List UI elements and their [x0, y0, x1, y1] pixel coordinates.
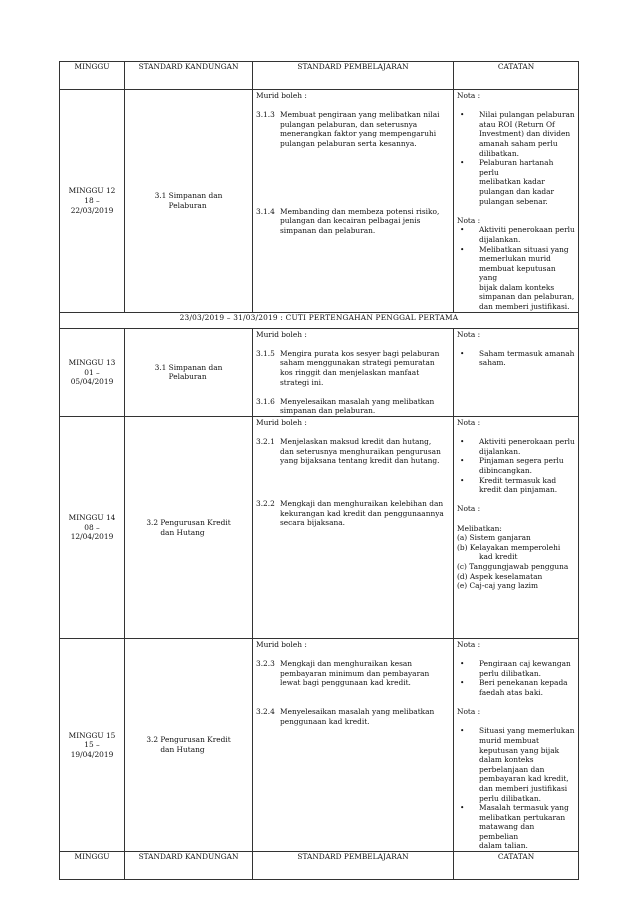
sp-intro: Murid boleh :	[256, 91, 307, 100]
week-cell	[60, 639, 125, 852]
nota-label: Nota :	[457, 215, 481, 225]
note-line: dijalankan.	[479, 234, 521, 244]
sp-intro: Murid boleh :	[256, 418, 307, 427]
standard-text-line: Pelaburan	[168, 372, 207, 382]
note-line: perlu dilibatkan.	[479, 668, 542, 678]
standard-text-line: dan Hutang	[160, 527, 205, 537]
sp-item-line: pulangan pelaburan serta kesannya.	[280, 138, 417, 148]
sp-item-number: 3.2.2	[256, 498, 275, 508]
standard-pembelajaran-cell	[253, 639, 454, 852]
table-footer-row	[60, 852, 579, 880]
sp-item-line: Menyelesaikan masalah yang melibatkan	[280, 706, 435, 716]
sp-item-number: 3.1.6	[256, 396, 275, 406]
holiday-text: 23/03/2019 – 31/03/2019 : CUTI PERTENGAHAN PENGGAL PERTAMA	[60, 312, 579, 328]
criteria-item: (c) Tanggungjawab pengguna	[457, 561, 569, 571]
sp-item-line: simpanan dan pelaburan.	[280, 406, 376, 416]
footer-catatan: CATATAN	[454, 852, 579, 880]
catatan-cell	[454, 90, 579, 313]
holiday-row	[60, 312, 579, 328]
table-row	[60, 90, 579, 313]
sp-item-line: dan seterusnya menghuraikan pengurusan	[280, 446, 441, 456]
footer-standard-pembelajaran: STANDARD PEMBELAJARAN	[253, 852, 454, 880]
week-label: MINGGU 14	[68, 513, 116, 523]
note-line: • Aktiviti penerokaan perlu	[479, 225, 575, 235]
note-line: simpanan dan pelaburan,	[479, 292, 575, 302]
sp-item-line: secara bijaksana.	[280, 518, 345, 528]
standard-number: 3.2	[146, 517, 159, 527]
note-line: memerlukan murid	[479, 254, 551, 264]
note-line: • Saham termasuk amanah	[479, 348, 575, 358]
header-standard-pembelajaran: STANDARD PEMBELAJARAN	[253, 62, 454, 90]
sp-item-line: pembayaran minimum dan pembayaran	[280, 668, 430, 678]
note-line: bijak dalam konteks	[479, 282, 555, 292]
sp-item-line: Membanding dan membeza potensi risiko,	[280, 206, 440, 216]
note-line: amanah saham perlu	[479, 138, 558, 148]
note-bullet	[457, 678, 575, 697]
sp-item-line: kos ringgit dan menjelaskan manfaat	[280, 368, 420, 378]
standard-text-line: dan Hutang	[160, 745, 205, 755]
week-start: 15 –	[84, 740, 100, 750]
week-label: MINGGU 12	[68, 186, 116, 196]
note-line: murid membuat	[479, 735, 540, 745]
sp-item-number: 3.2.4	[256, 706, 275, 716]
sp-item-line: penggunaan kad kredit.	[280, 716, 370, 726]
note-line: • Aktiviti penerokaan perlu	[479, 437, 575, 447]
sp-item-number: 3.2.1	[256, 437, 275, 447]
sp-item-number: 3.1.3	[256, 110, 275, 120]
note-line: dijalankan.	[479, 446, 521, 456]
sp-item-line: saham menggunakan strategi pemuratan	[280, 358, 435, 368]
note-line: pembayaran kad kredit,	[479, 774, 569, 784]
standard-pembelajaran-cell	[253, 90, 454, 313]
standard-text-line: Pengurusan Kredit	[160, 517, 231, 527]
note-line: • Masalah termasuk yang	[479, 803, 569, 813]
standard-number: 3.1	[154, 191, 167, 201]
note-line: melibatkan pertukaran	[479, 812, 566, 822]
catatan-cell	[454, 417, 579, 639]
note-line: dalam talian.	[479, 841, 528, 851]
footer-standard-kandungan: STANDARD KANDUNGAN	[125, 852, 253, 880]
week-start: 01 –	[84, 367, 100, 377]
note-line: Investment) dan dividen	[479, 129, 571, 139]
table-row	[60, 417, 579, 639]
note-line: atau ROI (Return Of	[479, 119, 555, 129]
note-bullet	[457, 110, 575, 158]
footer-minggu: MINGGU	[60, 852, 125, 880]
sp-item-line: Mengkaji dan menghuraikan kelebihan dan	[280, 498, 444, 508]
standard-number: 3.2	[146, 735, 159, 745]
criteria-item: (a) Sistem ganjaran	[457, 533, 531, 543]
sp-item-line: Menyelesaikan masalah yang melibatkan	[280, 396, 435, 406]
standard-kandungan-cell	[125, 90, 253, 313]
note-line: pulangan sebenar.	[479, 196, 548, 206]
note-bullet	[457, 726, 575, 803]
note-line: • Beri penekanan kepada	[479, 678, 568, 688]
melibatkan-label: Melibatkan:	[457, 523, 502, 533]
note-line: perbelanjaan dan	[479, 764, 545, 774]
sp-intro: Murid boleh :	[256, 329, 307, 339]
sp-item-line: strategi ini.	[280, 377, 324, 387]
week-cell	[60, 328, 125, 416]
note-bullet	[457, 158, 575, 206]
note-bullet	[457, 437, 575, 456]
standard-kandungan-cell	[125, 639, 253, 852]
scheme-of-work-table	[59, 61, 579, 880]
note-line: dalam konteks	[479, 755, 534, 765]
header-standard-kandungan: STANDARD KANDUNGAN	[125, 62, 253, 90]
catatan-cell	[454, 328, 579, 416]
note-line: perlu dilibatkan.	[479, 793, 542, 803]
catatan-cell	[454, 639, 579, 852]
standard-text-line: Simpanan dan	[168, 362, 223, 372]
table-row	[60, 639, 579, 852]
nota-label: Nota :	[457, 707, 481, 717]
note-bullet	[457, 245, 575, 312]
note-line: • Pelaburan hartanah perlu	[479, 158, 554, 177]
sp-item-line: Menjelaskan maksud kredit dan hutang,	[280, 437, 432, 447]
criteria-item: (e) Caj-caj yang lazim	[457, 581, 538, 591]
note-line: saham.	[479, 358, 506, 368]
week-cell	[60, 417, 125, 639]
standard-text-line: Simpanan dan	[168, 191, 223, 201]
sp-item-number: 3.1.5	[256, 348, 275, 358]
table-header-row	[60, 62, 579, 90]
nota-label: Nota :	[457, 418, 481, 427]
sp-item-line: menerangkan faktor yang mempengaruhi	[280, 129, 437, 139]
week-start: 18 –	[84, 196, 100, 206]
note-line: • Pengiraan caj kewangan	[479, 659, 571, 669]
header-catatan: CATATAN	[454, 62, 579, 90]
standard-pembelajaran-cell	[253, 328, 454, 416]
standard-text-line: Pelaburan	[168, 200, 207, 210]
week-end: 12/04/2019	[70, 532, 114, 542]
nota-label: Nota :	[457, 91, 481, 100]
note-line: dan memberi justifikasi.	[479, 302, 570, 312]
standard-number: 3.1	[154, 362, 167, 372]
note-bullet	[457, 803, 575, 851]
week-label: MINGGU 15	[68, 730, 116, 740]
note-line: • Pinjaman segera perlu	[479, 456, 564, 466]
sp-item-line: pulangan pelaburan, dan seterusnya	[280, 119, 418, 129]
criteria-item: (d) Aspek keselamatan	[457, 571, 543, 581]
nota-label: Nota :	[457, 640, 481, 649]
nota-label: Nota :	[457, 329, 481, 339]
sp-item-line: Mengkaji dan menghuraikan kesan	[280, 659, 413, 669]
note-line: • Kredit termasuk kad	[479, 475, 557, 485]
standard-text-line: Pengurusan Kredit	[160, 735, 231, 745]
note-line: kredit dan pinjaman.	[479, 485, 558, 495]
note-line: keputusan yang bijak	[479, 745, 560, 755]
criteria-item: (b) Kelayakan memperolehi	[457, 542, 561, 552]
note-line: melibatkan kadar	[479, 177, 545, 187]
note-line: dan memberi justifikasi	[479, 783, 568, 793]
note-line: dibincangkan.	[479, 465, 532, 475]
note-line: membuat keputusan yang	[479, 263, 556, 283]
note-bullet	[457, 225, 575, 244]
week-cell	[60, 90, 125, 313]
note-line: • Melibatkan situasi yang	[479, 244, 569, 254]
sp-item-line: pulangan dan kecairan pelbagai jenis	[280, 216, 421, 226]
note-bullet	[457, 349, 575, 368]
header-minggu: MINGGU	[60, 62, 125, 90]
sp-intro: Murid boleh :	[256, 640, 307, 649]
note-line: dilibatkan.	[479, 148, 519, 158]
sp-item-line: lewat bagi penggunaan kad kredit.	[280, 678, 411, 688]
sp-item-line: Membuat pengiraan yang melibatkan nilai	[280, 110, 440, 120]
sp-item-line: yang bijaksana tentang kredit dan hutang.	[280, 456, 440, 466]
note-line: pulangan dan kadar	[479, 186, 555, 196]
note-line: • Situasi yang memerlukan	[479, 726, 575, 736]
note-line: matawang dan pembelian	[479, 822, 535, 841]
note-line: faedah atas baki.	[479, 687, 544, 697]
sp-item-line: kekurangan kad kredit dan penggunaannya	[280, 508, 444, 518]
week-end: 05/04/2019	[70, 377, 114, 387]
standard-pembelajaran-cell	[253, 417, 454, 639]
standard-kandungan-cell	[125, 328, 253, 416]
nota-label: Nota :	[457, 504, 481, 514]
week-label: MINGGU 13	[68, 357, 116, 367]
sp-item-number: 3.1.4	[256, 206, 275, 216]
sp-item-line: simpanan dan pelaburan.	[280, 225, 376, 235]
week-end: 19/04/2019	[70, 749, 114, 759]
sp-item-number: 3.2.3	[256, 659, 275, 669]
note-bullet	[457, 476, 575, 495]
standard-kandungan-cell	[125, 417, 253, 639]
note-bullet	[457, 659, 575, 678]
note-bullet	[457, 456, 575, 475]
week-start: 08 –	[84, 522, 100, 532]
week-end: 22/03/2019	[70, 205, 114, 215]
criteria-item-cont: kad kredit	[479, 552, 518, 562]
sp-item-line: Mengira purata kos sesyer bagi pelaburan	[280, 348, 440, 358]
table-row	[60, 328, 579, 416]
note-line: • Nilai pulangan pelaburan	[479, 110, 575, 120]
